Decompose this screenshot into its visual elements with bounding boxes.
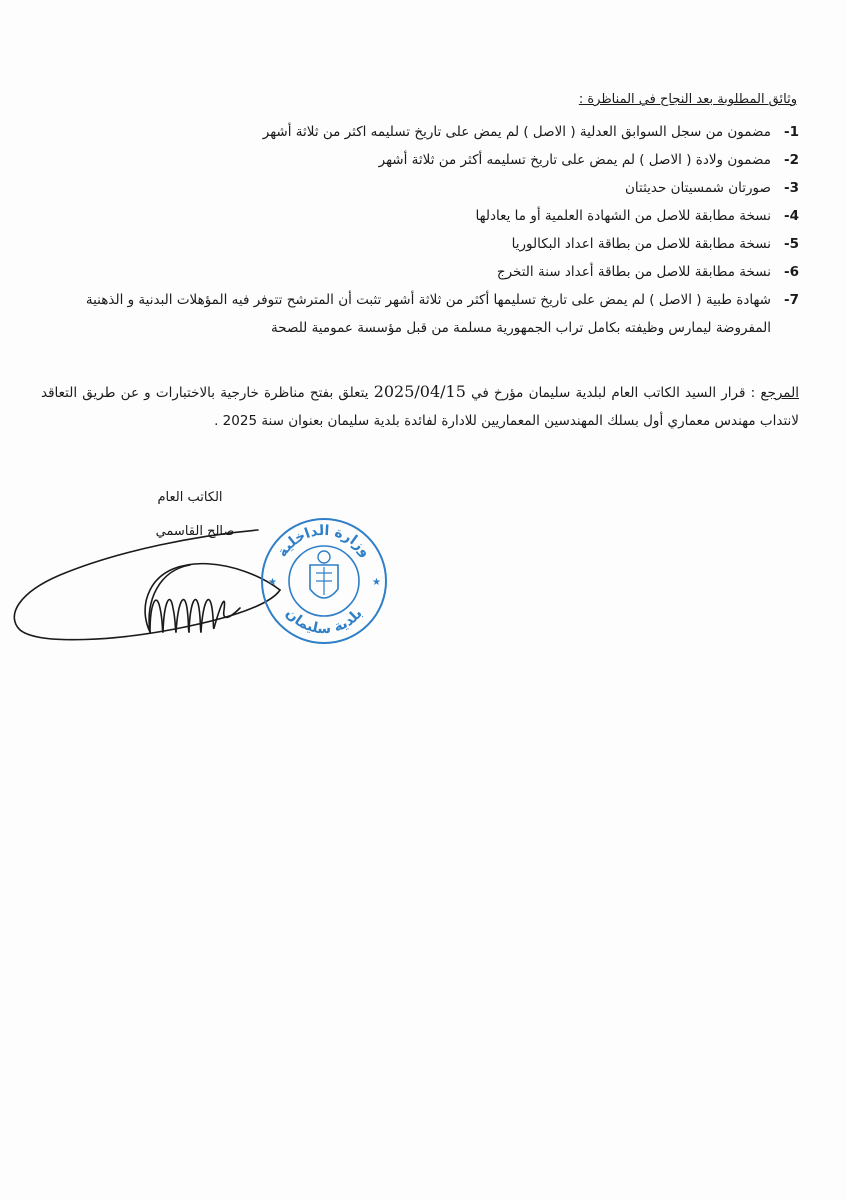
signatory-title: الكاتب العام [157, 490, 223, 505]
reference-paragraph [41, 378, 799, 435]
item-text: صورتان شمسيتان حديثتان [624, 180, 771, 196]
star-icon: ★ [372, 577, 381, 588]
item-text: مضمون من سجل السوابق العدلية ( الاصل ) لم يمض على تاريخ تسليمه اكثر من ثلاثة أشهر [262, 124, 771, 140]
item-number: 6 - [777, 258, 799, 286]
list-item [44, 174, 799, 202]
item-text: نسخة مطابقة للاصل من بطاقة أعداد سنة التخرج [496, 264, 771, 280]
requirements-heading: وثائق المطلوبة بعد النجاح في المناظرة : [578, 92, 797, 107]
item-text: نسخة مطابقة للاصل من بطاقة اعداد البكالوريا [511, 236, 771, 252]
item-number: 5 - [777, 230, 799, 258]
svg-text:بلدية سليمان [282, 606, 366, 638]
reference-date: 2025/04/15 [373, 382, 466, 401]
list-item [44, 286, 799, 342]
item-text: نسخة مطابقة للاصل من الشهادة العلمية أو ما يعادلها [475, 208, 771, 224]
star-icon: ★ [268, 577, 277, 588]
item-number: 1 - [777, 118, 799, 146]
stamp-bottom-text: بلدية سليمان [282, 605, 366, 638]
list-item [44, 118, 799, 146]
list-item [44, 230, 799, 258]
reference-text-after: يتعلق بفتح مناظرة خارجية بالاختبارات و عن طريق التعاقد لانتداب مهندس معماري أول بسلك المهندسين المعماريين للادارة لفائدة بلدية سليمان بعنوان سنة 2025 . [41, 385, 799, 429]
stamp-top-text: وزارة الداخلية [274, 522, 374, 561]
item-number: 7 - [777, 286, 799, 342]
list-item [44, 202, 799, 230]
item-number: 3 - [777, 174, 799, 202]
item-number: 4 - [777, 202, 799, 230]
municipal-stamp [258, 515, 390, 647]
requirements-list [44, 118, 799, 342]
item-number: 2 - [777, 146, 799, 174]
signatory-name: صالح القاسمي [155, 524, 235, 539]
list-item [44, 258, 799, 286]
reference-text-before: : قرار السيد الكاتب العام لبلدية سليمان مؤرخ في [465, 385, 761, 401]
list-item [44, 146, 799, 174]
item-text: مضمون ولادة ( الاصل ) لم يمض على تاريخ تسليمه أكثر من ثلاثة أشهر [378, 152, 771, 168]
item-text: شهادة طبية ( الاصل ) لم يمض على تاريخ تسليمها أكثر من ثلاثة أشهر تثبت أن المترشح تتوفر فيه المؤهلات البدنية و الذهنية المفروضة ليمارس وظيفته بكامل تراب الجمهورية مسلمة من قبل مؤسسة عمومية للصحة [85, 292, 771, 336]
handwritten-signature [0, 490, 300, 660]
reference-label: المرجع [760, 385, 799, 401]
